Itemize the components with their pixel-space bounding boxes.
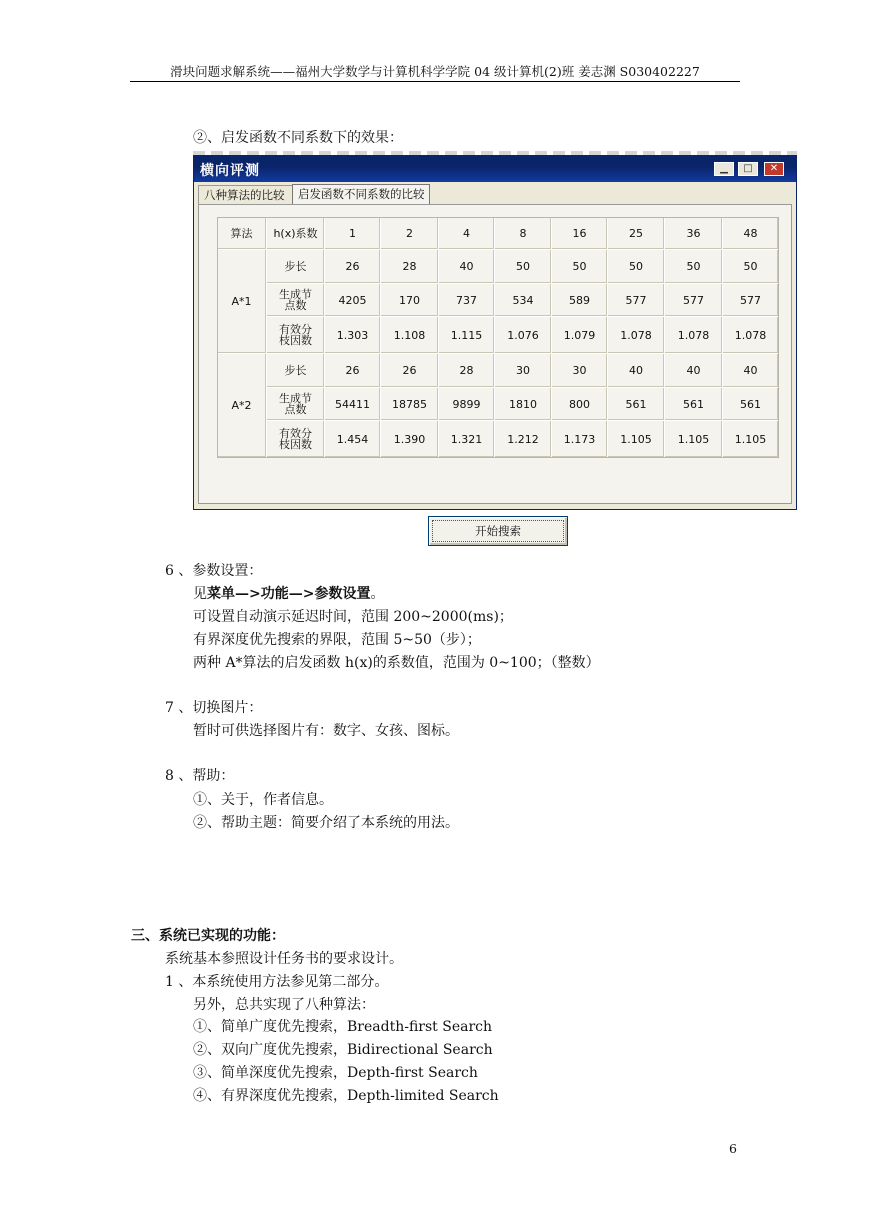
section-3-line-2: 另外，总共实现了八种算法： bbox=[193, 997, 375, 1013]
evaluation-window bbox=[193, 155, 797, 538]
table-cell: 26 bbox=[381, 354, 439, 388]
algorithm-item: ③、简单深度优先搜索，Depth-first Search bbox=[193, 1065, 478, 1081]
cell-text-line: 有效分 bbox=[279, 427, 312, 440]
table-cell: 28 bbox=[381, 250, 439, 284]
table-cell: 589 bbox=[552, 284, 608, 317]
table-cell: 54411 bbox=[325, 388, 381, 421]
header-coef-value: 36 bbox=[665, 217, 723, 250]
start-search-button[interactable] bbox=[428, 516, 568, 546]
section-3-line-1: 系统基本参照设计任务书的要求设计。 bbox=[165, 951, 403, 967]
table-cell: 30 bbox=[495, 354, 552, 388]
cell-text-line: 生成节 bbox=[279, 288, 312, 301]
table-cell: 1.078 bbox=[665, 317, 723, 354]
table-cell: 28 bbox=[439, 354, 495, 388]
page-number: 6 bbox=[729, 1141, 737, 1156]
close-icon: ✕ bbox=[769, 163, 779, 174]
table-cell: 26 bbox=[325, 354, 381, 388]
table-cell: 577 bbox=[608, 284, 665, 317]
cell-text-line: 生成节 bbox=[279, 392, 312, 405]
section-7-title: 7 、切换图片： bbox=[165, 700, 263, 716]
table-cell: 50 bbox=[665, 250, 723, 284]
header-rule bbox=[130, 81, 740, 82]
table-cell: 737 bbox=[439, 284, 495, 317]
section-3-item-1: 1 、本系统使用方法参见第二部分。 bbox=[165, 974, 389, 990]
table-cell: 1.105 bbox=[608, 421, 665, 458]
header-coef-value: 2 bbox=[381, 217, 439, 250]
section-6-line-1: 可设置自动演示延迟时间，范围 200~2000(ms)； bbox=[193, 609, 513, 625]
cell-text-line: 有效分 bbox=[279, 323, 312, 336]
menu-suffix: 。 bbox=[370, 586, 385, 602]
table-cell: 40 bbox=[608, 354, 665, 388]
table-cell: 561 bbox=[665, 388, 723, 421]
table-cell: 1810 bbox=[495, 388, 552, 421]
cell-text-line: 步长 bbox=[284, 260, 307, 273]
algorithm-name: A*2 bbox=[217, 354, 267, 458]
table-cell: 50 bbox=[495, 250, 552, 284]
section-6-title: 6 、参数设置： bbox=[165, 563, 263, 579]
page-header: 滑块问题求解系统——福州大学数学与计算机科学学院 04 级计算机(2)班 姜志渊 S030402227 bbox=[170, 64, 700, 79]
section-6-line-2: 有界深度优先搜索的界限，范围 5~50（步）； bbox=[193, 632, 481, 648]
header-coef-value: 8 bbox=[495, 217, 552, 250]
header-coef-value: 25 bbox=[608, 217, 665, 250]
cell-text-line: 点数 bbox=[284, 403, 307, 416]
tab-heuristic-coefficients[interactable]: 启发函数不同系数的比较 bbox=[292, 184, 430, 205]
close-button[interactable] bbox=[764, 162, 784, 176]
table-cell: 4205 bbox=[325, 284, 381, 317]
table-cell: 1.390 bbox=[381, 421, 439, 458]
table-cell: 1.454 bbox=[325, 421, 381, 458]
tab-eight-algorithms[interactable]: 八种算法的比较 bbox=[198, 185, 296, 204]
algorithm-item: ①、简单广度优先搜索，Breadth-first Search bbox=[193, 1019, 493, 1035]
table-cell: 1.303 bbox=[325, 317, 381, 354]
cell-text-line: 枝因数 bbox=[279, 334, 312, 347]
algorithm-item: ④、有界深度优先搜索，Depth-limited Search bbox=[193, 1088, 499, 1104]
maximize-icon: □ bbox=[743, 163, 753, 174]
tab-body bbox=[198, 204, 792, 538]
table-cell: 40 bbox=[439, 250, 495, 284]
menu-path: 菜单—>功能—>参数设置 bbox=[207, 586, 371, 602]
algorithm-name: A*1 bbox=[217, 250, 267, 354]
section-6-line-3: 两种 A*算法的启发函数 h(x)的系数值，范围为 0~100；（整数） bbox=[193, 655, 600, 671]
intro-line: ②、启发函数不同系数下的效果： bbox=[193, 130, 403, 146]
section-8-line-1: ①、关于，作者信息。 bbox=[193, 792, 333, 808]
table-cell: 40 bbox=[665, 354, 723, 388]
window-title: 横向评测 bbox=[200, 163, 260, 179]
table-cell: 170 bbox=[381, 284, 439, 317]
section-8-line-2: ②、帮助主题：简要介绍了本系统的用法。 bbox=[193, 815, 459, 831]
header-coef-value: 4 bbox=[439, 217, 495, 250]
section-8-title: 8 、帮助： bbox=[165, 768, 235, 784]
header-coefficient: h(x)系数 bbox=[267, 217, 325, 250]
table-cell: 50 bbox=[608, 250, 665, 284]
table-cell: 1.105 bbox=[665, 421, 723, 458]
minimize-button[interactable] bbox=[714, 162, 734, 176]
table-cell: 18785 bbox=[381, 388, 439, 421]
cell-text-line: 点数 bbox=[284, 299, 307, 312]
start-search-label: 开始搜索 bbox=[475, 524, 521, 538]
table-cell: 1.076 bbox=[495, 317, 552, 354]
table-cell: 1.078 bbox=[723, 317, 779, 354]
header-coef-value: 1 bbox=[325, 217, 381, 250]
table-cell: 1.078 bbox=[608, 317, 665, 354]
window-titlebar[interactable] bbox=[194, 156, 796, 182]
table-frame bbox=[217, 217, 779, 458]
table-cell: 30 bbox=[552, 354, 608, 388]
table-cell: 50 bbox=[723, 250, 779, 284]
table-cell: 9899 bbox=[439, 388, 495, 421]
table-cell: 561 bbox=[723, 388, 779, 421]
focus-rect bbox=[432, 520, 564, 542]
table-cell: 50 bbox=[552, 250, 608, 284]
header-coef-value: 16 bbox=[552, 217, 608, 250]
section-7-line-1: 暂时可供选择图片有：数字、女孩、图标。 bbox=[193, 723, 459, 739]
maximize-button[interactable] bbox=[738, 162, 758, 176]
menu-prefix: 见 bbox=[193, 586, 207, 602]
table-cell: 577 bbox=[723, 284, 779, 317]
table-cell: 40 bbox=[723, 354, 779, 388]
table-cell: 26 bbox=[325, 250, 381, 284]
table-cell: 1.079 bbox=[552, 317, 608, 354]
minimize-icon: ▁ bbox=[720, 163, 728, 174]
table-cell: 1.321 bbox=[439, 421, 495, 458]
table-cell: 1.173 bbox=[552, 421, 608, 458]
table-cell: 1.212 bbox=[495, 421, 552, 458]
header-coef-value: 48 bbox=[723, 217, 779, 250]
section-3-title: 三、系统已实现的功能： bbox=[131, 928, 285, 944]
header-algorithm: 算法 bbox=[217, 217, 267, 250]
table-cell: 1.105 bbox=[723, 421, 779, 458]
table-cell: 1.108 bbox=[381, 317, 439, 354]
algorithm-item: ②、双向广度优先搜索，Bidirectional Search bbox=[193, 1042, 493, 1058]
table-cell: 1.115 bbox=[439, 317, 495, 354]
table-cell: 561 bbox=[608, 388, 665, 421]
table-cell: 577 bbox=[665, 284, 723, 317]
table-cell: 534 bbox=[495, 284, 552, 317]
cell-text-line: 步长 bbox=[284, 364, 307, 377]
table-cell: 800 bbox=[552, 388, 608, 421]
section-6-menu-line bbox=[193, 585, 384, 603]
cell-text-line: 枝因数 bbox=[279, 438, 312, 451]
